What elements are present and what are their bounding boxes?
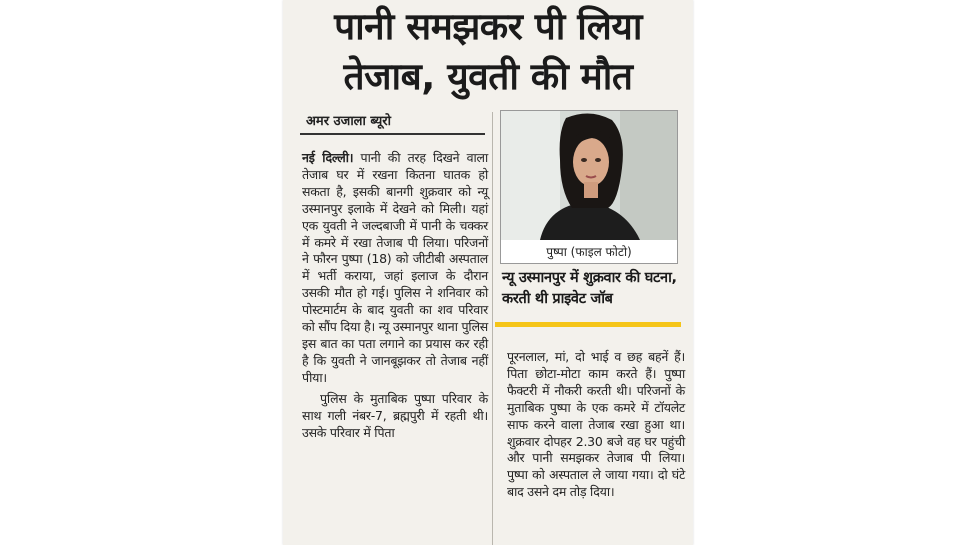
- headline: [283, 2, 693, 102]
- headline-line-1: पानी समझकर पी लिया: [334, 5, 642, 48]
- article-paragraph: पुलिस के मुताबिक पुष्पा परिवार के साथ गली नंबर-7, ब्रह्मपुरी में रहती थी। उसके परिवार में पिता: [302, 390, 488, 440]
- portrait-illustration: [500, 110, 678, 240]
- dateline: नई दिल्ली।: [302, 150, 354, 165]
- headline-line-2: तेजाब, युवती की मौत: [343, 55, 633, 98]
- article-column-1: [302, 150, 488, 441]
- accent-rule: [495, 322, 681, 327]
- article-column-2: पूरनलाल, मां, दो भाई व छह बहनें हैं। पिता छोटा-मोटा काम करते हैं। पुष्पा फैक्टरी में नौकरी करती थी। परिजनों के मुताबिक पुष्पा के एक कमरे में टॉयलेट साफ करने वाला तेजाब रखा हुआ था। शुक्रवार दोपहर 2.30 बजे वह घर पहुंची और पानी समझकर तेजाब पी लिया। पुष्पा को अस्पताल ले जाया गया। दो घंटे बाद उसने दम तोड़ दिया।: [507, 349, 685, 500]
- byline-rule: [300, 133, 485, 135]
- byline: अमर उजाला ब्यूरो: [306, 114, 391, 129]
- paragraph-text: पानी की तरह दिखने वाला तेजाब घर में रखना कितना घातक हो सकता है, इसकी बानगी शुक्रवार को न्यू उस्मानपुर इलाके में देखने को मिली। यहां एक युवती ने जल्दबाजी में पानी के चक्कर में कमरे में रखा तेजाब पी लिया। परिजनों ने फौरन पुष्पा (18) को जीटीबी अस्पताल में भर्ती कराया, जहां इलाज के दौरान उसकी मौत हो गई। पुलिस ने शनिवार को पोस्टमार्टम के बाद युवती का शव परिवार को सौंप दिया है। न्यू उस्मानपुर थाना पुलिस इस बात का पता लगाने का प्रयास कर रही है कि युवती ने जानबूझकर तो तेजाब नहीं पीया।: [302, 150, 488, 385]
- article-paragraph: [302, 150, 488, 387]
- subheadline: न्यू उस्मानपुर में शुक्रवार की घटना, करती थी प्राइवेट जॉब: [502, 270, 677, 307]
- column-divider: [492, 112, 493, 545]
- portrait-photo: [500, 110, 678, 240]
- photo-caption: पुष्पा (फाइल फोटो): [500, 240, 678, 264]
